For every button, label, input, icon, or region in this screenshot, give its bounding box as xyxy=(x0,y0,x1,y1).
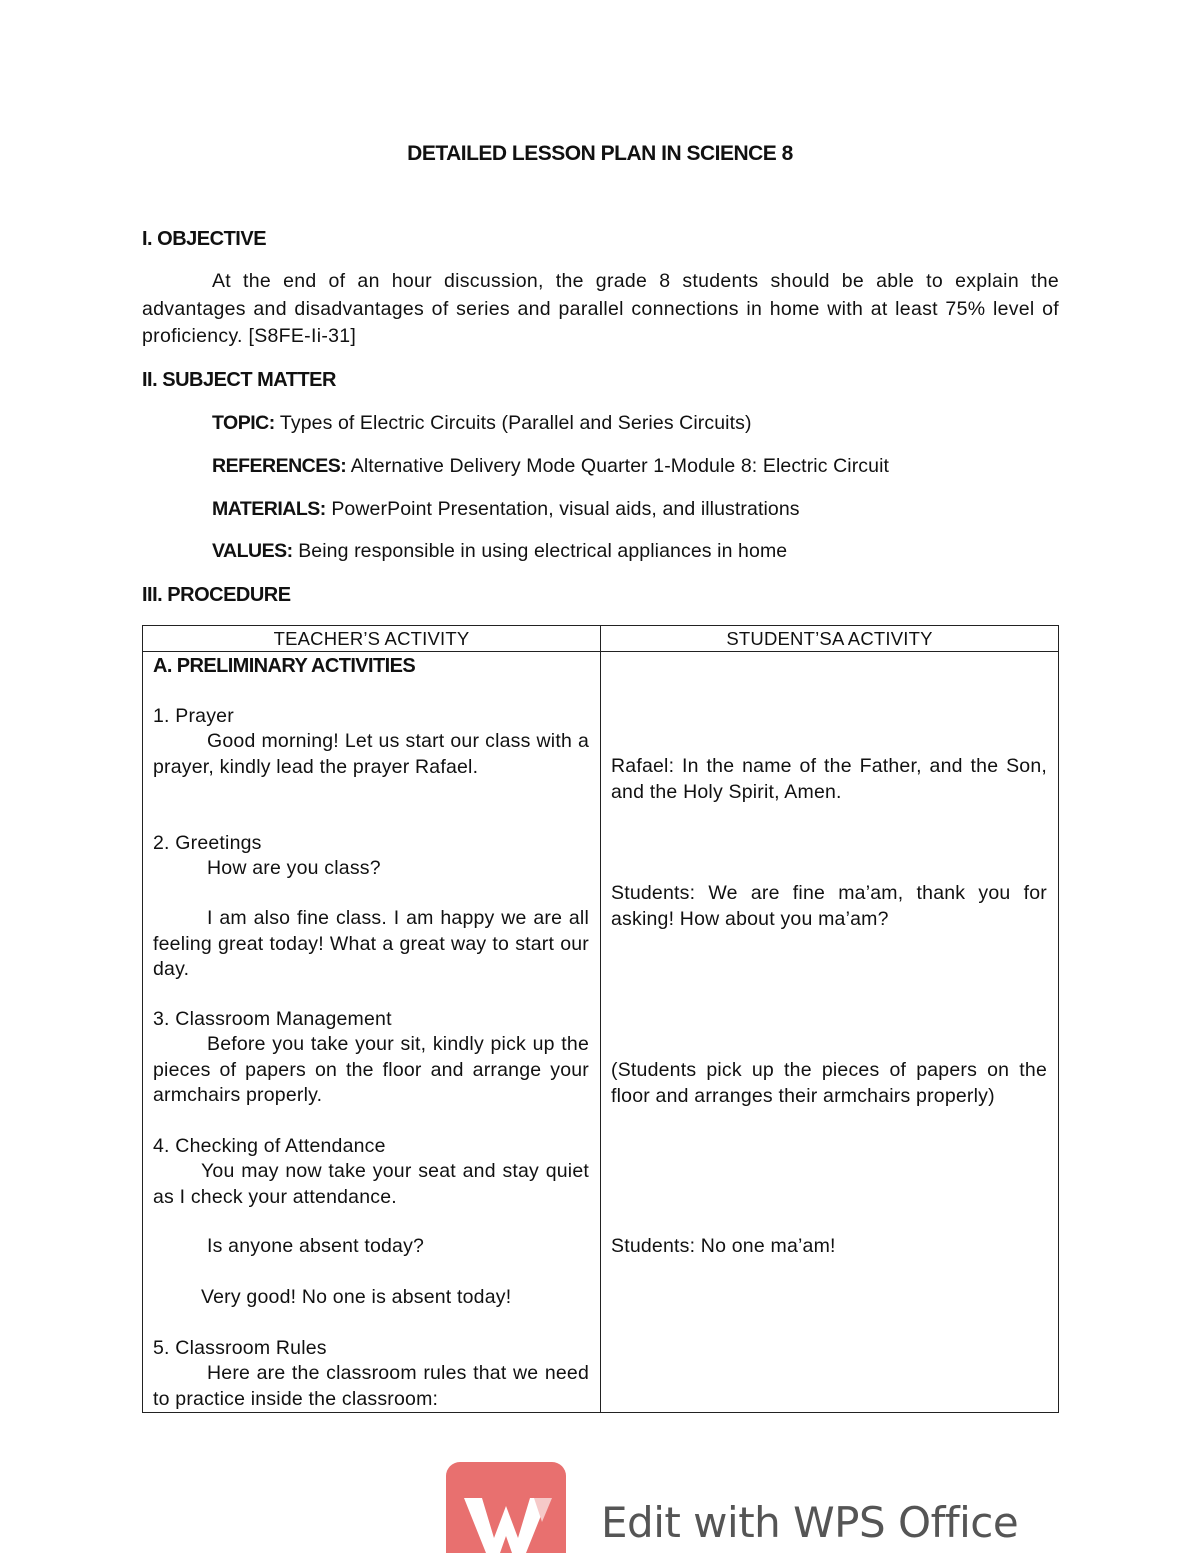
attendance-student-reply: Students: No one ma’am! xyxy=(611,1235,836,1257)
attendance-text: You may now take your seat and stay quiet as I check your attendance. xyxy=(153,1160,589,1208)
prayer-student-reply: Rafael: In the name of the Father, and the Son, and the Holy Spirit, Amen. xyxy=(611,755,1047,803)
materials-line: MATERIALS: PowerPoint Presentation, visual aids, and illustrations xyxy=(212,498,800,520)
classroom-management-student-reply: (Students pick up the pieces of papers on the floor and arranges their armchairs properly) xyxy=(611,1059,1047,1107)
classroom-management-text: Before you take your sit, kindly pick up the pieces of papers on the floor and arrange your armchairs properly. xyxy=(153,1033,589,1106)
greetings-title: 2. Greetings xyxy=(153,832,262,854)
wps-watermark[interactable] xyxy=(446,1462,1086,1553)
teacher-activity-cell xyxy=(143,652,601,1413)
prayer-title: 1. Prayer xyxy=(153,705,234,727)
classroom-rules-text: Here are the classroom rules that we need to practice inside the classroom: xyxy=(153,1362,589,1410)
greetings-question: How are you class? xyxy=(207,857,381,879)
objective-heading: I. OBJECTIVE xyxy=(142,228,267,250)
classroom-management-title: 3. Classroom Management xyxy=(153,1008,392,1030)
objective-text: At the end of an hour discussion, the grade 8 students should be able to explain the advantages and disadvantages of series and parallel connections in home with at least 75% level of proficiency. [S8FE-Ii-31] xyxy=(142,270,1059,347)
wps-logo-icon xyxy=(446,1462,566,1553)
attendance-title: 4. Checking of Attendance xyxy=(153,1135,386,1157)
table-row xyxy=(143,652,1059,1413)
greetings-teacher-reply: I am also fine class. I am happy we are all feeling great today! What a great way to start our day. xyxy=(153,907,589,980)
subject-matter-heading: II. SUBJECT MATTER xyxy=(142,369,336,391)
table-header-row xyxy=(143,626,1059,652)
teacher-activity-header: TEACHER’S ACTIVITY xyxy=(143,626,601,652)
references-line: REFERENCES: Alternative Delivery Mode Quarter 1-Module 8: Electric Circuit xyxy=(212,455,890,477)
classroom-rules-title: 5. Classroom Rules xyxy=(153,1337,327,1359)
topic-line: TOPIC: Types of Electric Circuits (Parallel and Series Circuits) xyxy=(212,412,752,434)
procedure-heading: III. PROCEDURE xyxy=(142,584,291,606)
procedure-table xyxy=(142,625,1059,1413)
values-line: VALUES: Being responsible in using electrical appliances in home xyxy=(212,540,788,562)
student-activity-header: STUDENT’SA ACTIVITY xyxy=(601,626,1059,652)
student-activity-cell xyxy=(601,652,1059,1413)
wps-watermark-text: Edit with WPS Office xyxy=(601,1498,1019,1547)
document-title: DETAILED LESSON PLAN IN SCIENCE 8 xyxy=(407,142,793,165)
attendance-question: Is anyone absent today? xyxy=(207,1235,425,1257)
preliminary-activities-title: A. PRELIMINARY ACTIVITIES xyxy=(153,655,416,677)
greetings-student-reply: Students: We are fine ma’am, thank you for asking! How about you ma’am? xyxy=(611,882,1047,930)
prayer-text: Good morning! Let us start our class with a prayer, kindly lead the prayer Rafael. xyxy=(153,730,589,778)
attendance-teacher-reply: Very good! No one is absent today! xyxy=(201,1286,512,1308)
